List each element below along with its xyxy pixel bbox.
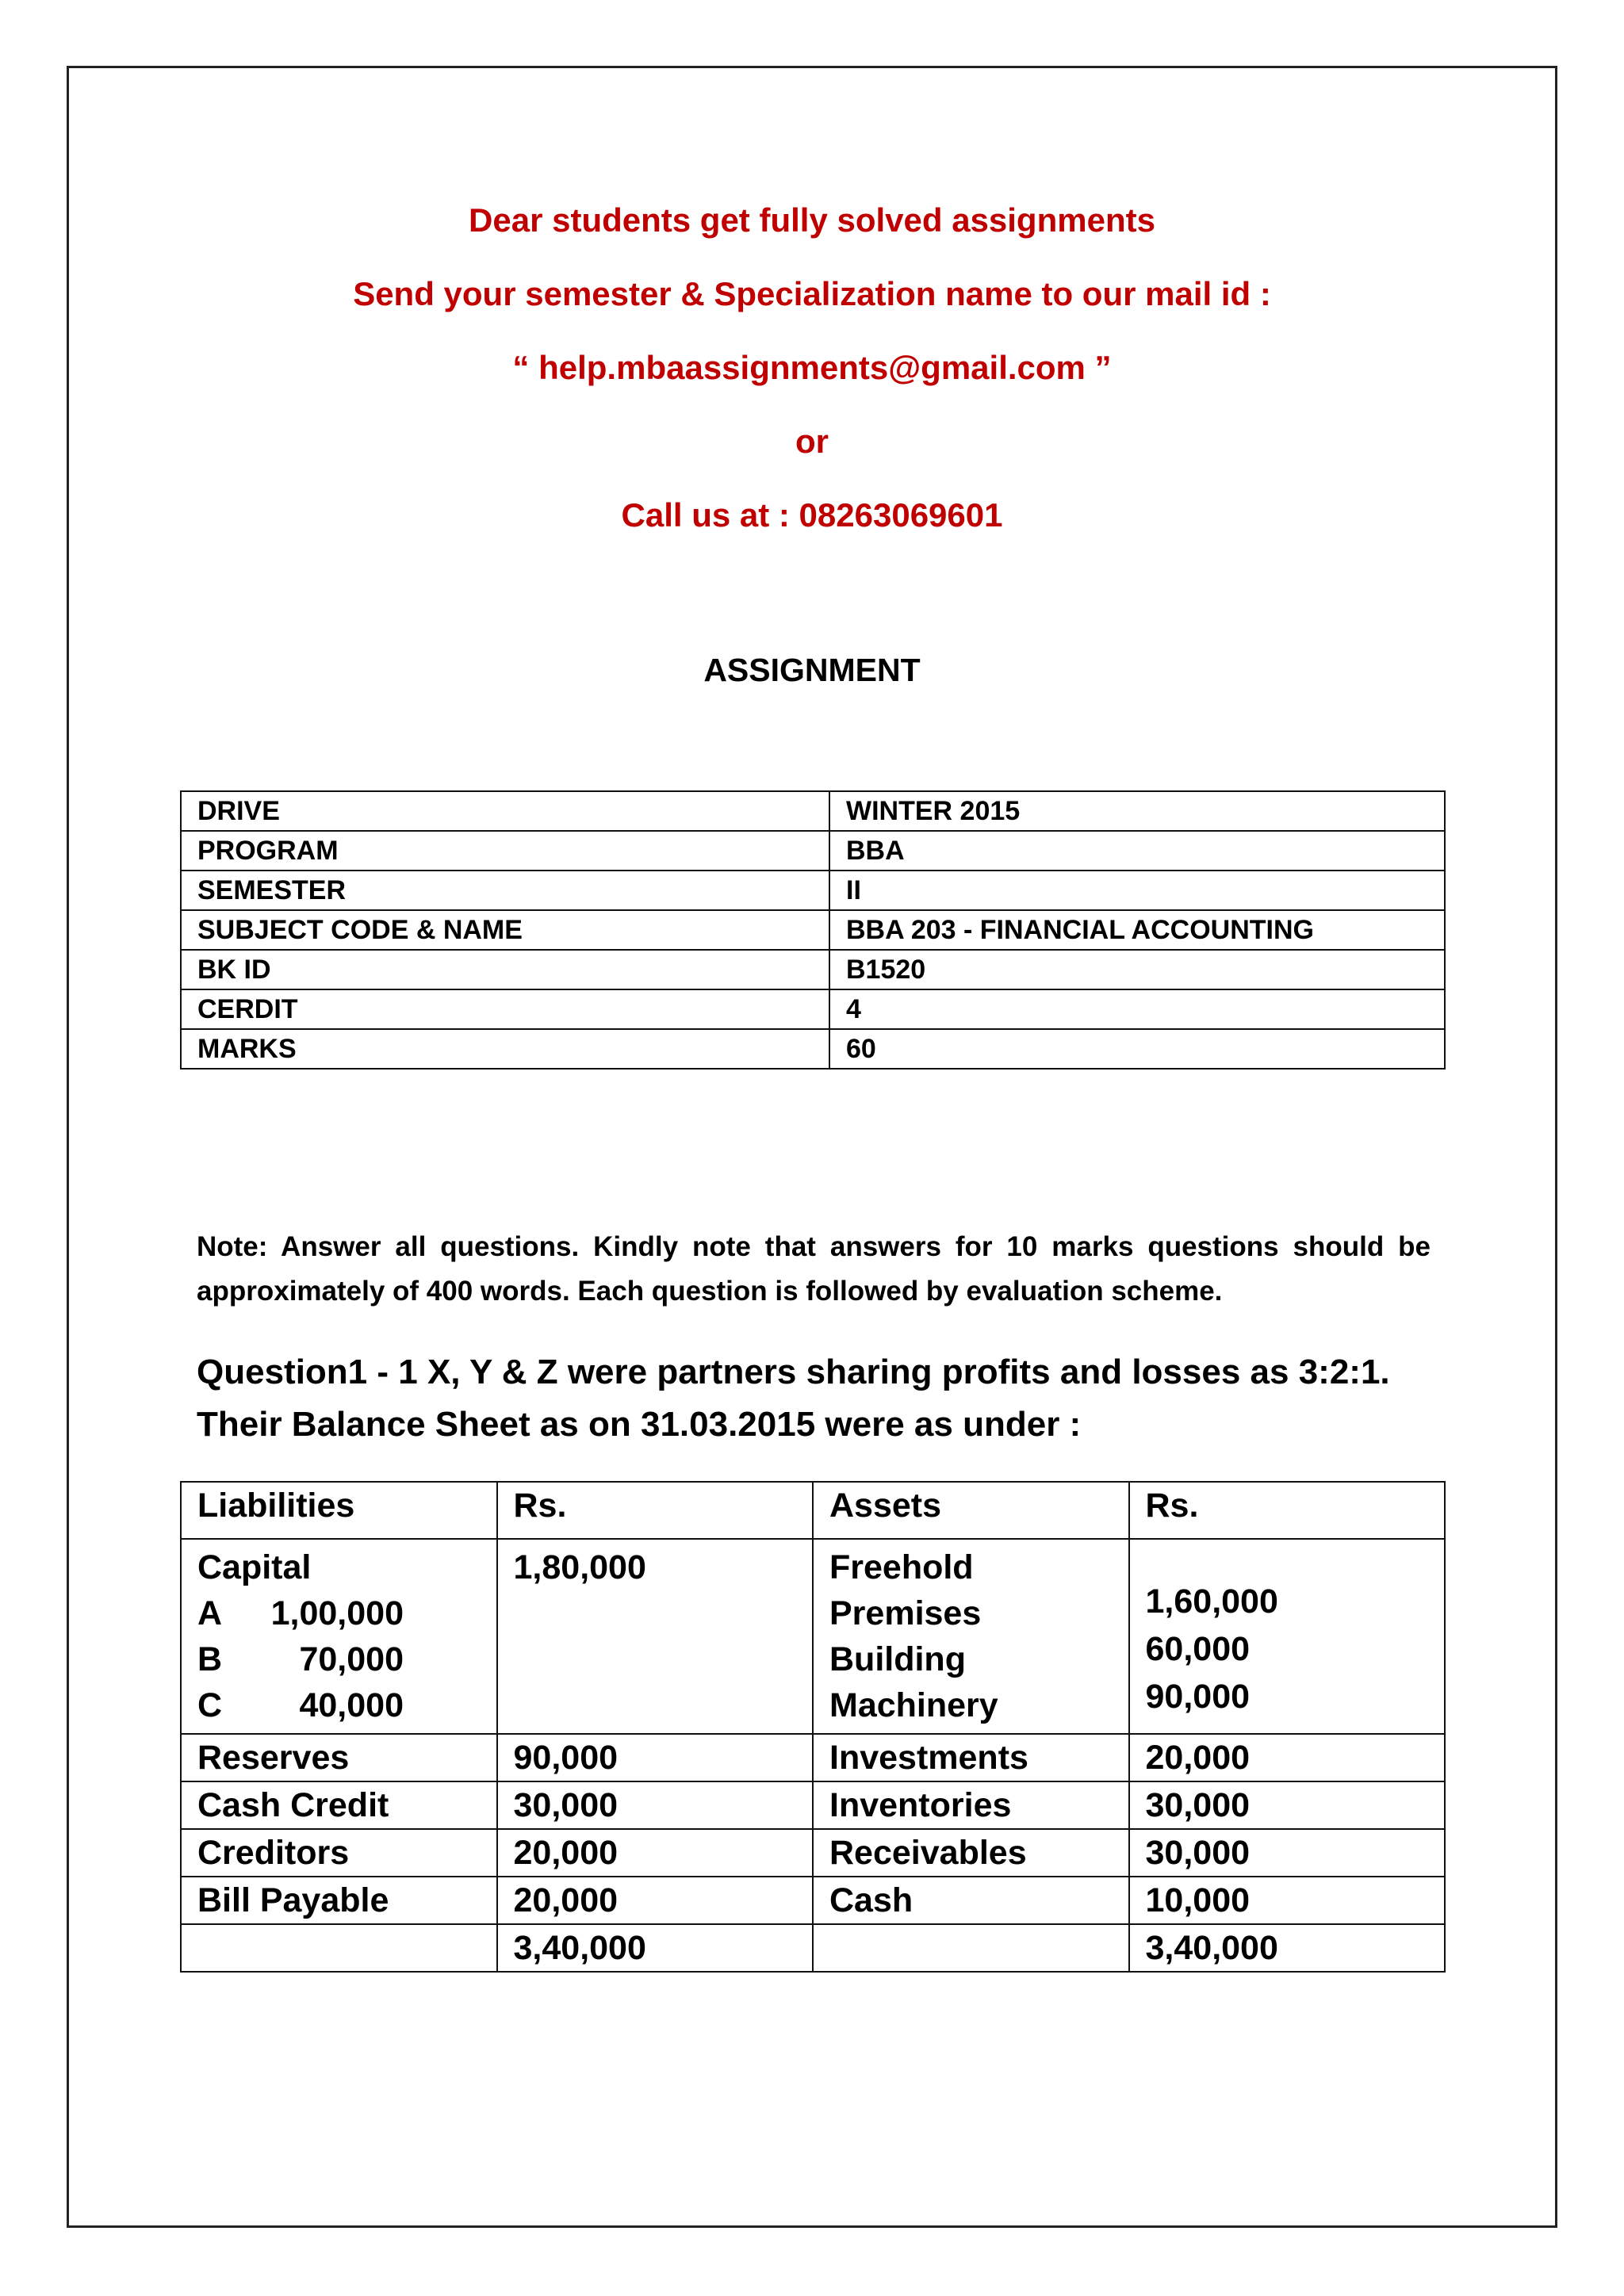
asset-label: Premises [829,1594,982,1632]
info-key: BK ID [181,950,829,989]
table-row [181,1877,1445,1924]
asset-label: Freehold [829,1548,974,1586]
liability-amount: 30,000 [497,1781,814,1829]
promo-line-1: Dear students get fully solved assignments [469,201,1155,239]
capital-total: 1,80,000 [497,1539,814,1734]
asset-label: Inventories [813,1781,1129,1829]
table-row [181,989,1445,1029]
table-row [181,871,1445,910]
table-row [181,1029,1445,1069]
header-rs: Rs. [1129,1482,1446,1539]
empty-cell [813,1924,1129,1972]
partner-name: B [197,1640,223,1678]
info-value: II [829,871,1445,910]
partner-line [197,1590,496,1636]
asset-amount: 30,000 [1129,1781,1446,1829]
asset-label: Cash [813,1877,1129,1924]
promo-phone: Call us at : 08263069601 [621,496,1003,534]
liability-label: Reserves [181,1734,497,1781]
liability-label: Bill Payable [181,1877,497,1924]
partner-line [197,1682,496,1728]
asset-amount: 1,60,000 [1145,1582,1278,1621]
capital-cell [181,1539,497,1734]
info-key: PROGRAM [181,831,829,871]
table-row [181,910,1445,950]
partner-name: C [197,1686,223,1724]
info-value: 4 [829,989,1445,1029]
info-key: DRIVE [181,791,829,831]
table-totals-row [181,1924,1445,1972]
header-rs: Rs. [497,1482,814,1539]
table-row-capital [181,1539,1445,1734]
table-row [181,1829,1445,1877]
liability-label: Cash Credit [181,1781,497,1829]
promo-or: or [795,423,829,460]
asset-label: Machinery [829,1686,998,1724]
asset-amount: 10,000 [1129,1877,1446,1924]
partner-amount: 40,000 [299,1686,404,1724]
table-row [181,1734,1445,1781]
asset-amount: 60,000 [1145,1630,1251,1668]
instructions-note: Note: Answer all questions. Kindly note that answers for 10 marks questions should be approximately of 400 words. Each question is followed by evaluation scheme. [197,1231,1431,1307]
header-assets: Assets [813,1482,1129,1539]
table-row [181,950,1445,989]
question-text: Question1 - 1 X, Y & Z were partners sharing profits and losses as 3:2:1. Their Balance Sheet as on 31.03.2015 were as under : [197,1353,1390,1444]
info-key: SUBJECT CODE & NAME [181,910,829,950]
table-row [181,1781,1445,1829]
assets-total: 3,40,000 [1129,1924,1446,1972]
assignment-info-table [180,790,1446,1070]
info-key: SEMESTER [181,871,829,910]
asset-amount: 20,000 [1129,1734,1446,1781]
asset-label: Investments [813,1734,1129,1781]
info-value: BBA [829,831,1445,871]
asset-amount: 90,000 [1145,1678,1251,1716]
capital-label: Capital [197,1548,312,1586]
empty-cell [181,1924,497,1972]
table-row [181,791,1445,831]
asset-amount-group [1146,1544,1445,1720]
promo-line-2: Send your semester & Specialization name to our mail id : [353,275,1271,312]
table-row [181,831,1445,871]
asset-label: Receivables [813,1829,1129,1877]
promo-email: “ help.mbaassignments@gmail.com ” [512,349,1112,386]
asset-label: Building [829,1640,966,1678]
header-liabilities: Liabilities [181,1482,497,1539]
asset-amount: 30,000 [1129,1829,1446,1877]
info-value: 60 [829,1029,1445,1069]
liability-label: Creditors [181,1829,497,1877]
liability-amount: 20,000 [497,1829,814,1877]
info-key: MARKS [181,1029,829,1069]
info-value: BBA 203 - FINANCIAL ACCOUNTING [829,910,1445,950]
info-value: B1520 [829,950,1445,989]
info-key: CERDIT [181,989,829,1029]
table-header-row [181,1482,1445,1539]
balance-sheet-table [180,1481,1446,1973]
liability-amount: 90,000 [497,1734,814,1781]
fixed-assets-cell [813,1539,1129,1734]
assignment-title: ASSIGNMENT [703,652,921,688]
fixed-assets-amounts [1129,1539,1446,1734]
partner-name: A [197,1594,223,1632]
info-value: WINTER 2015 [829,791,1445,831]
partner-amount: 1,00,000 [270,1594,404,1632]
partner-line [197,1636,496,1682]
liabilities-total: 3,40,000 [497,1924,814,1972]
liability-amount: 20,000 [497,1877,814,1924]
partner-amount: 70,000 [299,1640,404,1678]
